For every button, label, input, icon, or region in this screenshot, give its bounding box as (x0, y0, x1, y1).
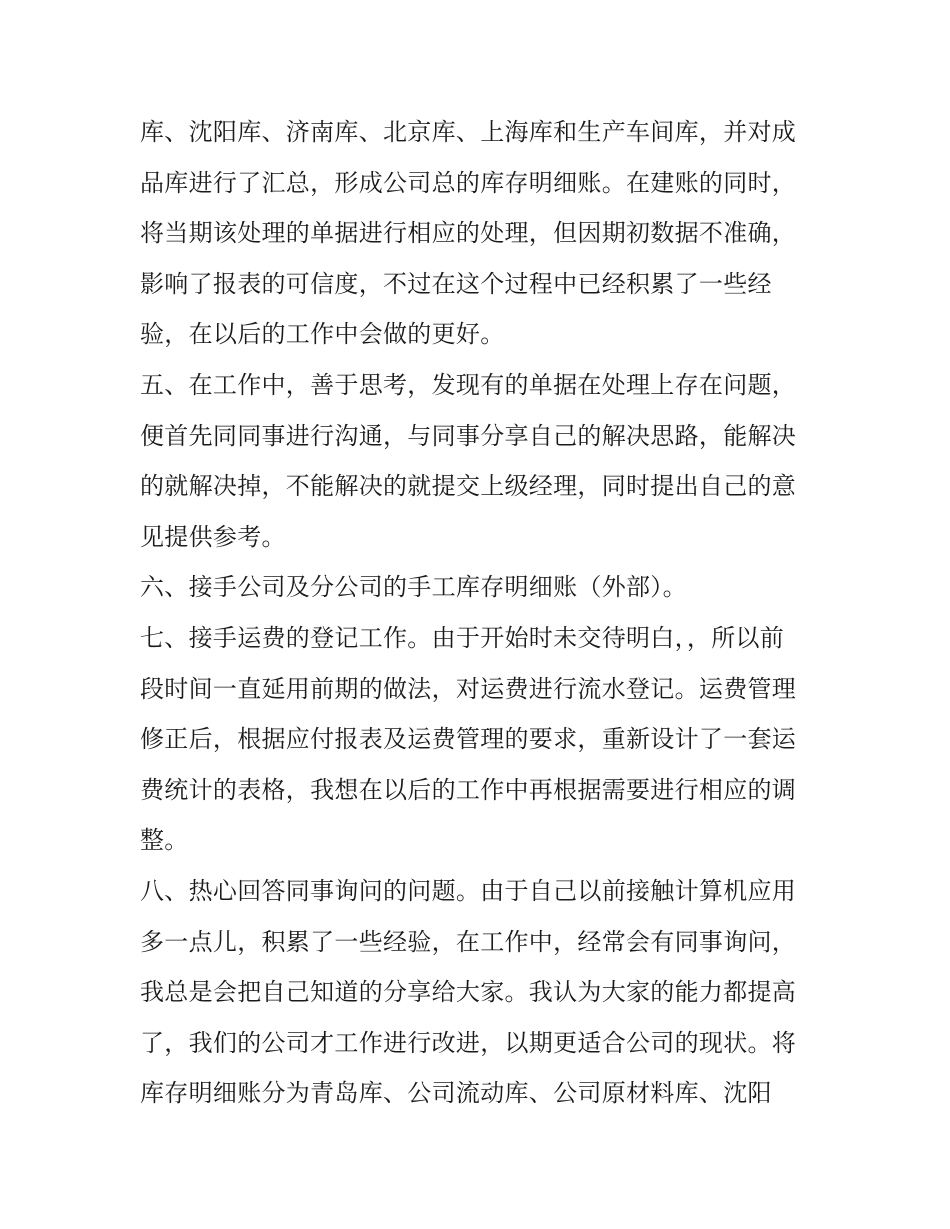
text-line: 多一点儿，积累了一些经验，在工作中，经常会有同事询问， (140, 927, 797, 956)
body-text (140, 107, 820, 1119)
text-line: 的就解决掉，不能解决的就提交上级经理，同时提出自己的意 (140, 472, 797, 501)
text-line: 库存明细账分为青岛库、公司流动库、公司原材料库、沈阳 (140, 1079, 772, 1108)
text-line: 将当期该处理的单据进行相应的处理，但因期初数据不准确， (140, 219, 797, 248)
text-line: 费统计的表格，我想在以后的工作中再根据需要进行相应的调 (140, 775, 797, 804)
text-line: 段时间一直延用前期的做法，对运费进行流水登记。运费管理 (140, 674, 797, 703)
text-line: 整。 (140, 826, 189, 855)
text-line: 六、接手公司及分公司的手工库存明细账（外部）。 (140, 573, 687, 602)
text-line: 五、在工作中，善于思考，发现有的单据在处理上存在问题， (140, 370, 797, 399)
text-line: 品库进行了汇总，形成公司总的库存明细账。在建账的同时， (140, 168, 797, 197)
text-line: 库、沈阳库、济南库、北京库、上海库和生产车间库，并对成 (140, 118, 797, 146)
text-line: 见提供参考。 (140, 522, 286, 551)
text-line: 了，我们的公司才工作进行改进，以期更适合公司的现状。将 (140, 1028, 797, 1057)
text-line: 影响了报表的可信度，不过在这个过程中已经积累了一些经 (140, 269, 772, 298)
text-line: 验，在以后的工作中会做的更好。 (140, 320, 505, 349)
text-line: 八、热心回答同事询问的问题。由于自己以前接触计算机应用 (140, 876, 797, 905)
text-line: 我总是会把自己知道的分享给大家。我认为大家的能力都提高 (140, 978, 797, 1007)
text-line: 修正后，根据应付报表及运费管理的要求，重新设计了一套运 (140, 725, 797, 754)
text-line: 七、接手运费的登记工作。由于开始时未交待明白，，所以前 (140, 623, 785, 652)
text-line: 便首先同同事进行沟通，与同事分享自己的解决思路，能解决 (140, 421, 797, 450)
